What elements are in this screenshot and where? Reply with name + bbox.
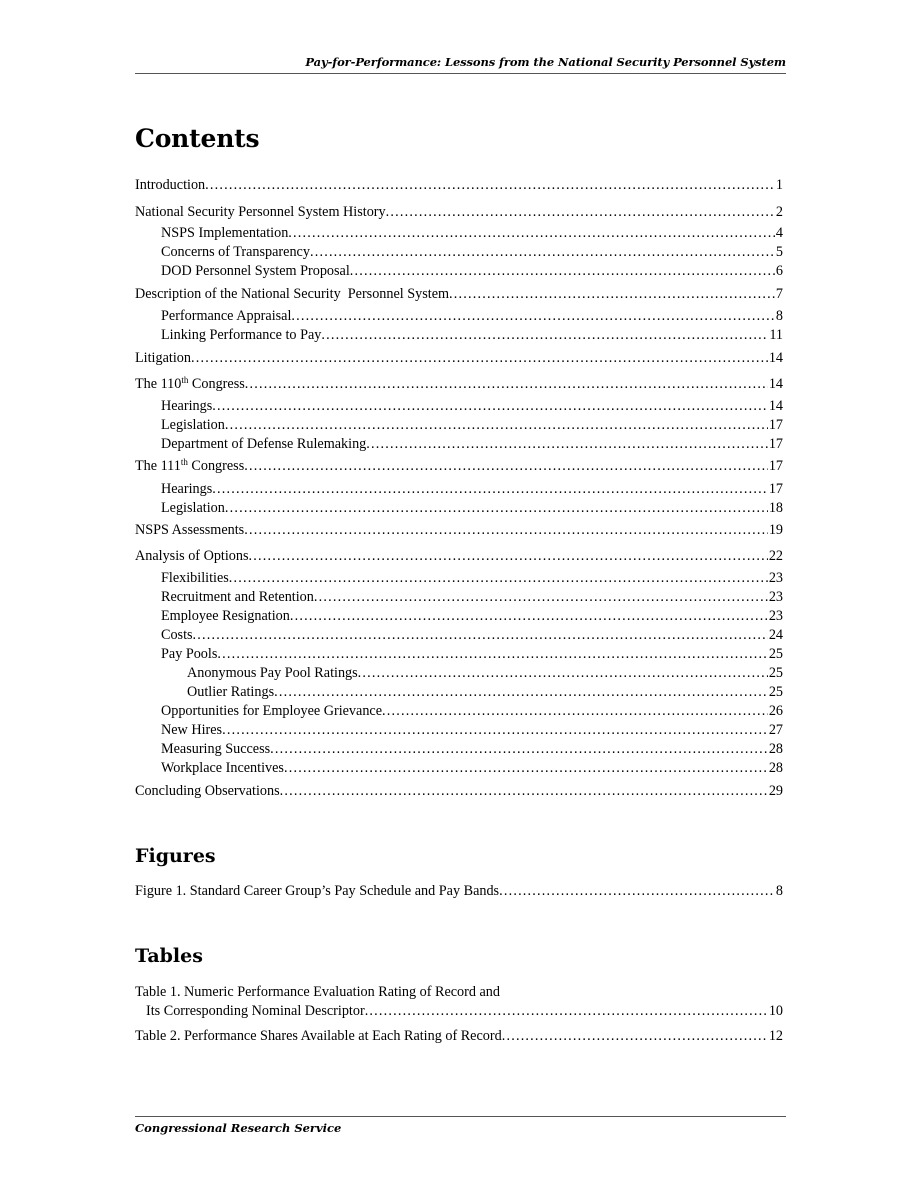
toc-page-number: 11 <box>769 327 783 343</box>
toc-page-number: 28 <box>768 741 783 757</box>
table-title: Table 2. Performance Shares Available at Each Rating of Record <box>135 1028 502 1044</box>
toc-title: Costs <box>161 627 193 643</box>
dot-leader <box>212 480 768 498</box>
dot-leader <box>310 243 775 261</box>
toc-page-number: 24 <box>768 627 783 643</box>
toc-page-number: 17 <box>768 458 783 474</box>
toc-entry[interactable] <box>161 224 783 242</box>
toc-title: Outlier Ratings <box>187 684 275 700</box>
dot-leader <box>244 457 768 475</box>
toc-page-number: 17 <box>768 481 783 497</box>
toc-entry[interactable] <box>135 176 783 194</box>
table-page-number: 12 <box>768 1028 783 1044</box>
toc-page-number: 29 <box>768 783 783 799</box>
header-rule <box>135 73 786 74</box>
toc-title: Description of the National Security Personnel System <box>135 286 450 302</box>
toc-page-number: 8 <box>775 308 783 324</box>
toc-page-number: 18 <box>768 500 783 516</box>
toc-page-number: 14 <box>768 376 783 392</box>
toc-entry[interactable] <box>161 588 783 606</box>
toc-title: Legislation <box>161 417 225 433</box>
dot-leader <box>229 569 768 587</box>
toc-title: Concerns of Transparency <box>161 244 310 260</box>
toc-entry[interactable] <box>135 203 783 221</box>
dot-leader <box>288 224 775 242</box>
toc-title: Linking Performance to Pay <box>161 327 322 343</box>
toc-page-number: 1 <box>775 177 783 193</box>
dot-leader <box>449 285 775 303</box>
toc-page-number: 19 <box>768 522 783 538</box>
toc-entry[interactable] <box>161 626 783 644</box>
toc-entry[interactable] <box>187 664 783 682</box>
toc-entry[interactable] <box>161 702 783 720</box>
toc-page-number: 25 <box>768 665 783 681</box>
toc-entry[interactable] <box>161 740 783 758</box>
toc-title: NSPS Implementation <box>161 225 289 241</box>
toc-entry[interactable] <box>135 521 783 539</box>
dot-leader <box>284 759 768 777</box>
toc-title: Litigation <box>135 350 191 366</box>
toc-entry[interactable] <box>161 307 783 325</box>
toc-entry[interactable] <box>135 349 783 367</box>
dot-leader <box>321 326 768 344</box>
toc-entry[interactable] <box>135 547 783 565</box>
table-title-line1[interactable]: Table 1. Numeric Performance Evaluation Rating of Record and <box>135 984 500 1000</box>
dot-leader <box>386 203 775 221</box>
toc-page-number: 17 <box>768 417 783 433</box>
dot-leader <box>205 176 775 194</box>
toc-entry[interactable] <box>161 607 783 625</box>
toc-page-number: 25 <box>768 684 783 700</box>
toc-title: Introduction <box>135 177 206 193</box>
toc-page-number: 27 <box>768 722 783 738</box>
toc-title: Pay Pools <box>161 646 218 662</box>
table-title: Its Corresponding Nominal Descriptor <box>146 1003 365 1019</box>
toc-title: Legislation <box>161 500 225 516</box>
toc-entry[interactable] <box>161 499 783 517</box>
toc-title: DOD Personnel System Proposal <box>161 263 350 279</box>
toc-title: The 111th Congress <box>135 457 245 474</box>
running-header: Pay-for-Performance: Lessons from the National Security Personnel System <box>305 55 786 69</box>
dot-leader <box>193 626 768 644</box>
toc-page-number: 6 <box>775 263 783 279</box>
dot-leader <box>225 416 768 434</box>
dot-leader <box>365 1002 768 1020</box>
toc-page-number: 22 <box>768 548 783 564</box>
figures-heading: Figures <box>135 845 216 867</box>
dot-leader <box>274 683 768 701</box>
toc-page-number: 4 <box>775 225 783 241</box>
toc-entry[interactable] <box>161 645 783 663</box>
toc-title: New Hires <box>161 722 223 738</box>
dot-leader <box>217 645 767 663</box>
toc-entry[interactable] <box>161 480 783 498</box>
toc-title: Analysis of Options <box>135 548 249 564</box>
table-entry[interactable] <box>146 1002 783 1020</box>
toc-entry[interactable] <box>161 243 783 261</box>
table-entry[interactable] <box>135 1027 783 1045</box>
toc-entry[interactable] <box>135 782 783 800</box>
toc-page-number: 26 <box>768 703 783 719</box>
toc-title: Recruitment and Retention <box>161 589 314 605</box>
toc-title: Flexibilities <box>161 570 229 586</box>
toc-entry[interactable] <box>135 457 783 475</box>
toc-title: Employee Resignation <box>161 608 290 624</box>
toc-entry[interactable] <box>161 262 783 280</box>
figure-entry[interactable] <box>135 882 783 900</box>
toc-page-number: 2 <box>775 204 783 220</box>
dot-leader <box>225 499 768 517</box>
table-page-number: 10 <box>768 1003 783 1019</box>
dot-leader <box>291 307 775 325</box>
toc-entry[interactable] <box>161 326 783 344</box>
toc-page-number: 14 <box>768 350 783 366</box>
dot-leader <box>366 435 768 453</box>
dot-leader <box>222 721 768 739</box>
toc-title: Workplace Incentives <box>161 760 284 776</box>
toc-page-number: 25 <box>768 646 783 662</box>
dot-leader <box>212 397 768 415</box>
toc-title: Concluding Observations <box>135 783 280 799</box>
toc-entry[interactable] <box>135 375 783 393</box>
dot-leader <box>244 521 768 539</box>
dot-leader <box>280 782 768 800</box>
dot-leader <box>290 607 768 625</box>
toc-title: Department of Defense Rulemaking <box>161 436 367 452</box>
dot-leader <box>314 588 768 606</box>
figure-page-number: 8 <box>775 883 783 899</box>
toc-title: Anonymous Pay Pool Ratings <box>187 665 358 681</box>
dot-leader <box>350 262 775 280</box>
dot-leader <box>249 547 768 565</box>
contents-heading: Contents <box>135 124 260 153</box>
toc-page-number: 14 <box>768 398 783 414</box>
toc-title: National Security Personnel System History <box>135 204 386 220</box>
dot-leader <box>382 702 768 720</box>
toc-page-number: 23 <box>768 589 783 605</box>
toc-entry[interactable] <box>187 683 783 701</box>
toc-page-number: 17 <box>768 436 783 452</box>
footer-text: Congressional Research Service <box>135 1121 342 1135</box>
toc-page-number: 23 <box>768 570 783 586</box>
figure-title: Figure 1. Standard Career Group’s Pay Schedule and Pay Bands <box>135 883 500 899</box>
toc-title: Performance Appraisal <box>161 308 292 324</box>
toc-entry[interactable] <box>161 759 783 777</box>
toc-entry[interactable] <box>161 416 783 434</box>
toc-page-number: 23 <box>768 608 783 624</box>
dot-leader <box>245 375 768 393</box>
toc-entry[interactable] <box>161 435 783 453</box>
dot-leader <box>191 349 768 367</box>
tables-heading: Tables <box>135 945 203 967</box>
dot-leader <box>502 1027 768 1045</box>
toc-title: Opportunities for Employee Grievance <box>161 703 383 719</box>
dot-leader <box>358 664 768 682</box>
dot-leader <box>499 882 775 900</box>
toc-page-number: 7 <box>775 286 783 302</box>
toc-title: NSPS Assessments <box>135 522 245 538</box>
dot-leader <box>270 740 768 758</box>
toc-page-number: 28 <box>768 760 783 776</box>
toc-entry[interactable] <box>161 721 783 739</box>
footer-rule <box>135 1116 786 1117</box>
toc-entry[interactable] <box>161 397 783 415</box>
toc-entry[interactable] <box>161 569 783 587</box>
toc-title: Measuring Success <box>161 741 271 757</box>
toc-title: Hearings <box>161 398 213 414</box>
toc-title: Hearings <box>161 481 213 497</box>
toc-entry[interactable] <box>135 285 783 303</box>
toc-page-number: 5 <box>775 244 783 260</box>
toc-title: The 110th Congress <box>135 375 245 392</box>
